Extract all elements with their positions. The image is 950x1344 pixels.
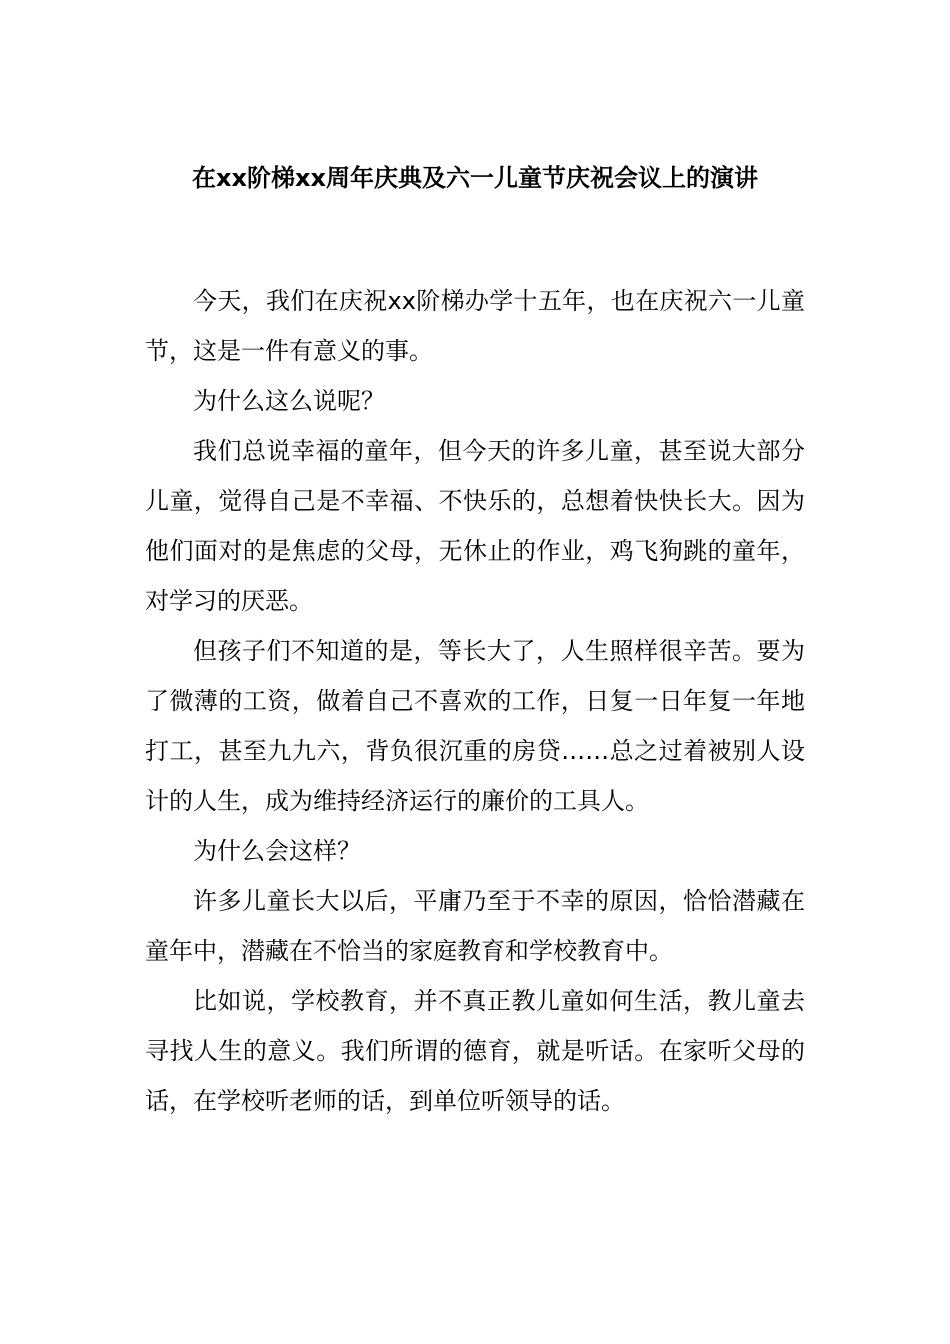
paragraph: 今天，我们在庆祝xx阶梯办学十五年，也在庆祝六一儿童节，这是一件有意义的事。 xyxy=(145,287,805,365)
paragraph: 我们总说幸福的童年，但今天的许多儿童，甚至说大部分儿童，觉得自己是不幸福、不快乐的，总想着快快长大。因为他们面对的是焦虑的父母，无休止的作业，鸡飞狗跳的童年，对学习的厌恶。 xyxy=(145,437,805,615)
paragraph: 许多儿童长大以后，平庸乃至于不幸的原因，恰恰潜藏在童年中，潜藏在不恰当的家庭教育和学校教育中。 xyxy=(145,887,805,965)
paragraph: 比如说，学校教育，并不真正教儿童如何生活，教儿童去寻找人生的意义。我们所谓的德育，就是听话。在家听父母的话，在学校听老师的话，到单位听领导的话。 xyxy=(145,987,805,1115)
document-body xyxy=(145,276,805,1126)
document-title: 在xx阶梯xx周年庆典及六一儿童节庆祝会议上的演讲 xyxy=(192,164,758,192)
paragraph: 为什么会这样？ xyxy=(193,837,361,865)
paragraph: 为什么这么说呢？ xyxy=(193,387,385,415)
paragraph: 但孩子们不知道的是，等长大了，人生照样很辛苦。要为了微薄的工资，做着自己不喜欢的工作，日复一日年复一年地打工，甚至九九六，背负很沉重的房贷……总之过着被别人设计的人生，成为维持经济运行的廉价的工具人。 xyxy=(145,637,805,815)
